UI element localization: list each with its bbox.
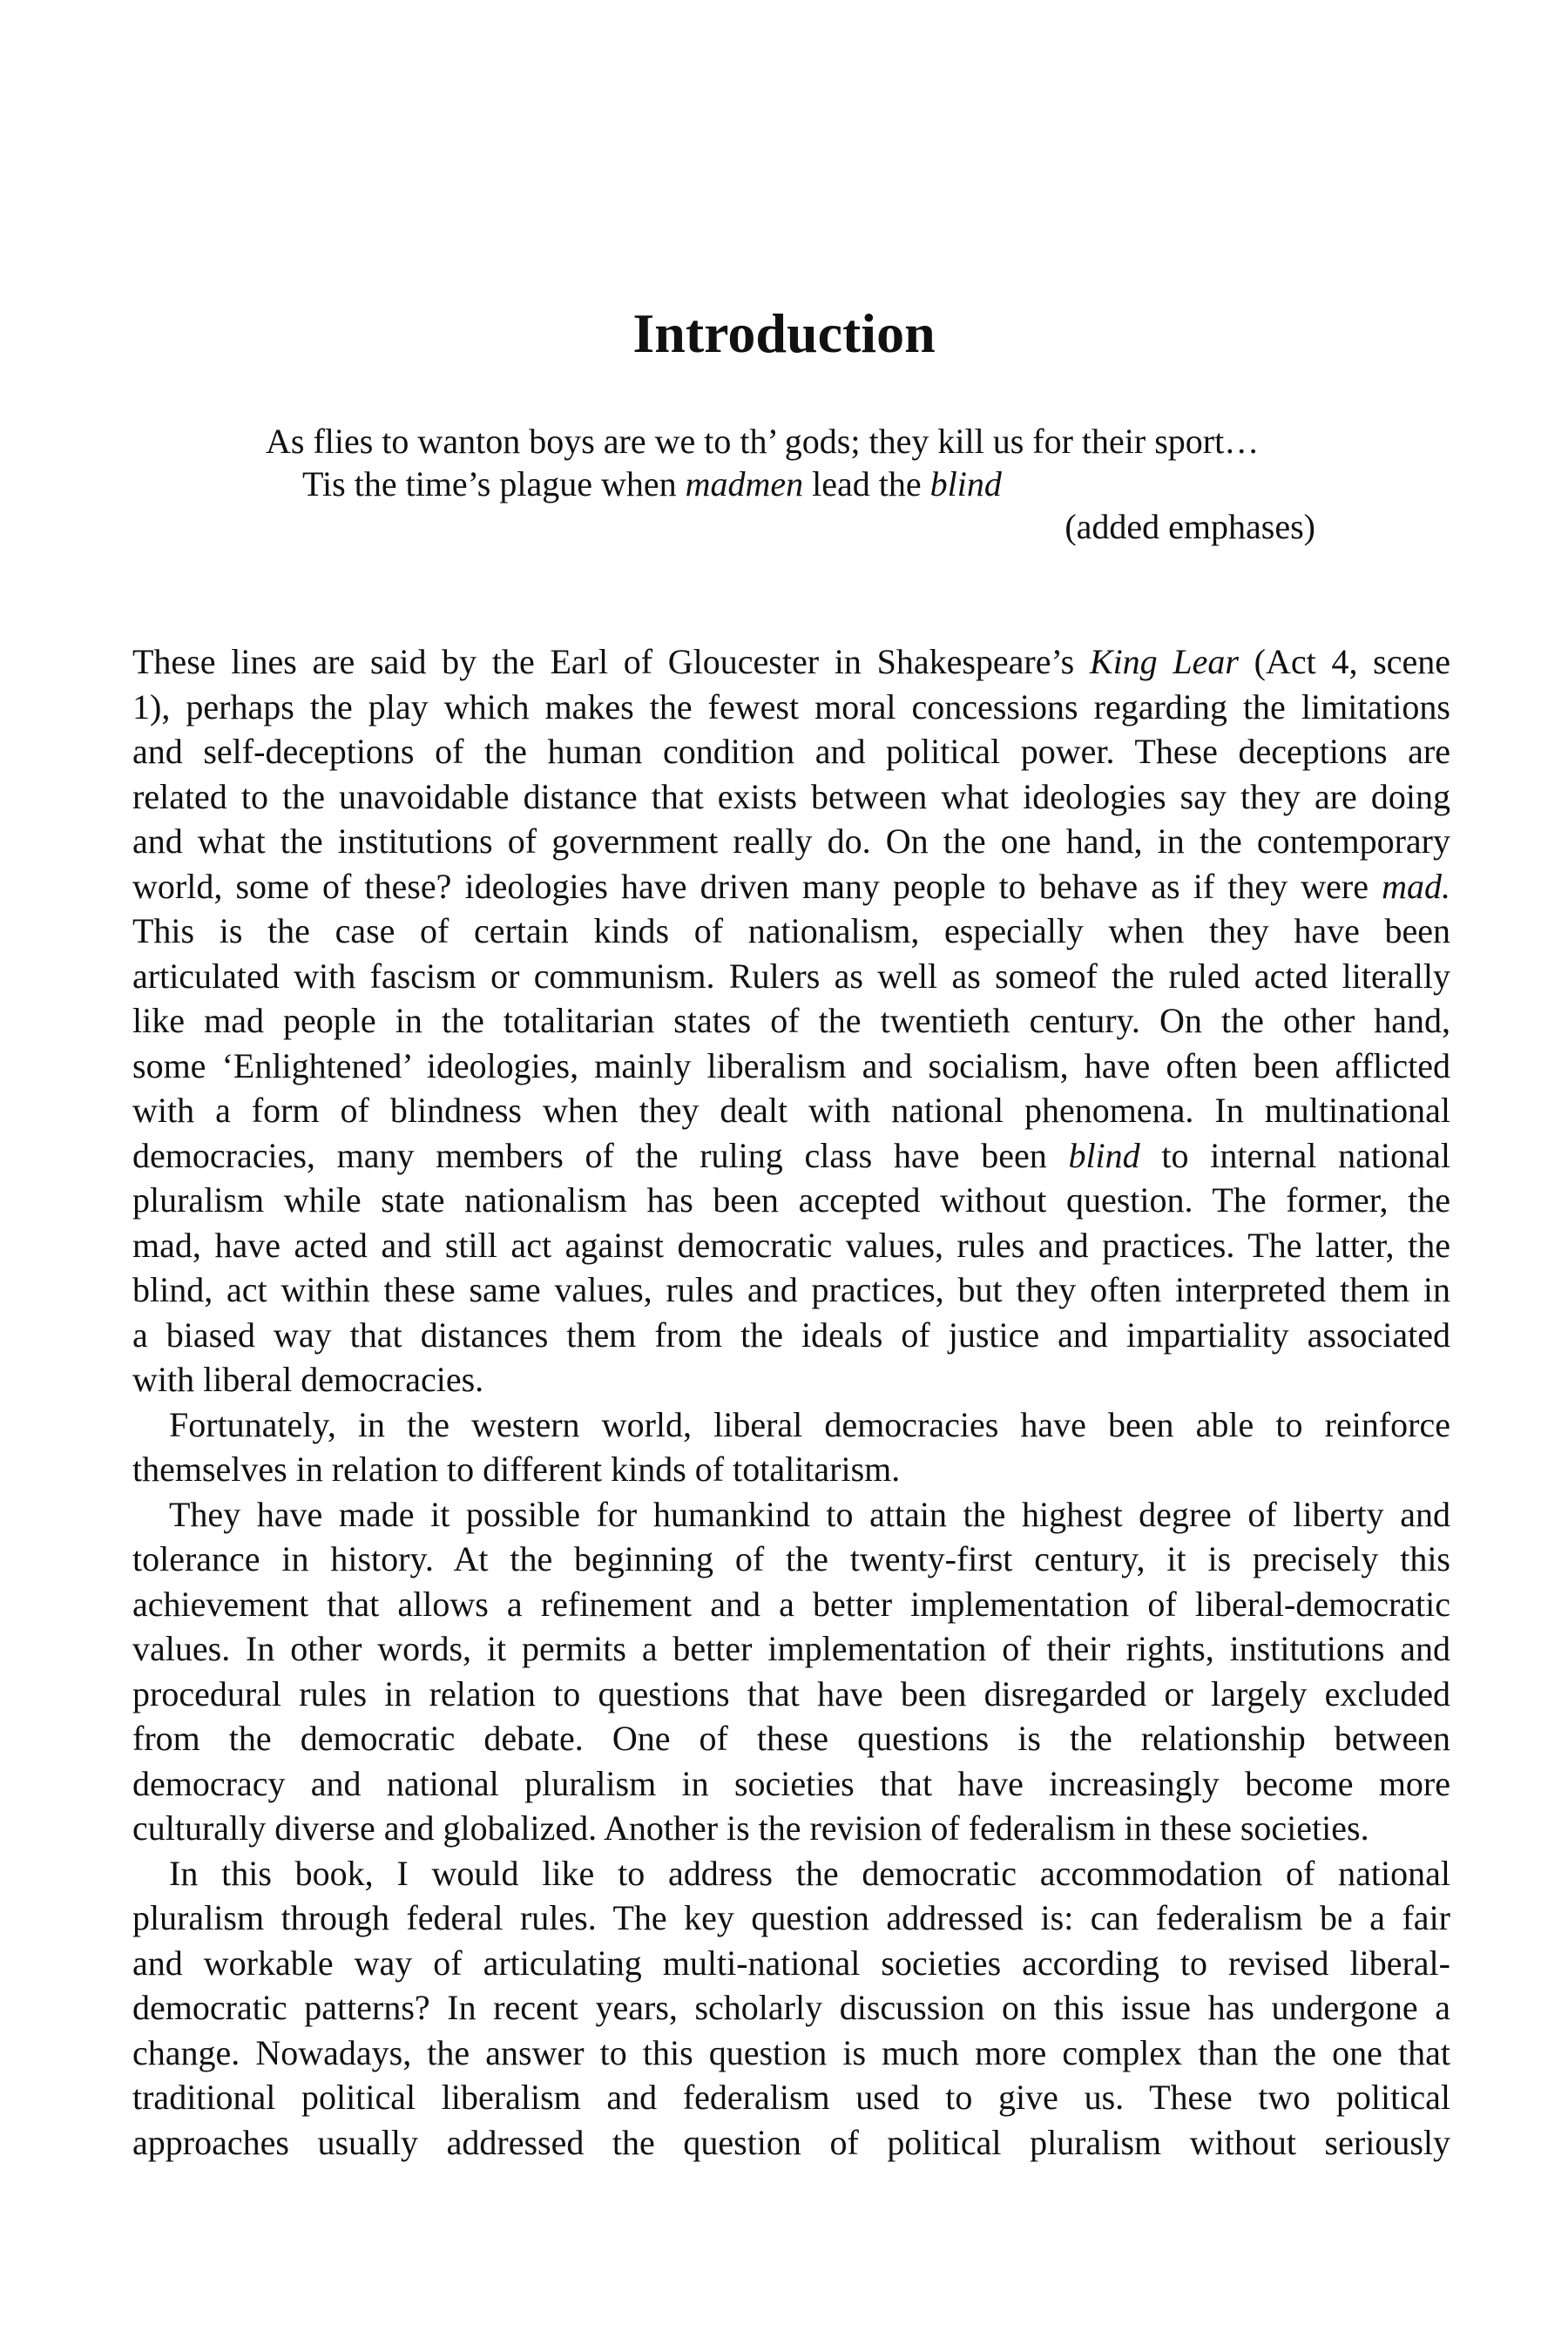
text-segment: lead the bbox=[803, 464, 930, 504]
text-segment: with liberal democracies. bbox=[132, 1360, 484, 1399]
text-segment: procedural rules in relation to questions that have been disregarded or largely excluded bbox=[132, 1673, 1450, 1713]
text-segment: They have made it possible for humankind to attain the highest degree of liberty and bbox=[169, 1494, 1450, 1534]
paragraph bbox=[132, 1851, 1450, 2166]
text-line bbox=[132, 1357, 1450, 1402]
text-line bbox=[132, 1941, 1450, 1986]
text-segment: and self-deceptions of the human condition and political power. These deceptions are bbox=[132, 732, 1450, 771]
text-line bbox=[132, 819, 1450, 864]
text-segment: with a form of blindness when they dealt with national phenomena. In multinational bbox=[132, 1091, 1450, 1130]
text-line bbox=[132, 1626, 1450, 1672]
epigraph-attribution: (added emphases) bbox=[1064, 507, 1315, 546]
text-segment: related to the unavoidable distance that exists between what ideologies say they are doing bbox=[132, 776, 1450, 816]
text-line bbox=[132, 1402, 1450, 1448]
text-segment: change. Nowadays, the answer to this question is much more complex than the one that bbox=[132, 2032, 1450, 2072]
text-line bbox=[132, 1223, 1450, 1268]
text-line bbox=[132, 1088, 1450, 1133]
text-line bbox=[132, 1313, 1450, 1358]
text-line bbox=[132, 1492, 1450, 1538]
text-line bbox=[132, 639, 1450, 685]
paragraph bbox=[132, 1402, 1450, 1492]
paragraph bbox=[132, 639, 1450, 1402]
text-segment: democratic patterns? In recent years, scholarly discussion on this issue has undergone a bbox=[132, 1988, 1450, 2027]
italic-emphasis: mad. bbox=[1382, 866, 1450, 906]
text-line bbox=[132, 2031, 1450, 2076]
text-line bbox=[132, 1851, 1450, 1896]
text-line bbox=[132, 909, 1450, 954]
text-segment: culturally diverse and globalized. Another is the revision of federalism in these societies. bbox=[132, 1808, 1369, 1848]
text-line bbox=[132, 1761, 1450, 1807]
text-segment: achievement that allows a refinement and a better implementation of liberal-democratic bbox=[132, 1584, 1450, 1624]
text-segment: democracy and national pluralism in societies that have increasingly become more bbox=[132, 1763, 1450, 1803]
text-line bbox=[132, 2120, 1450, 2166]
epigraph-line-1: As flies to wanton boys are we to th’ gods; they kill us for their sport… bbox=[266, 422, 1260, 461]
italic-emphasis: madmen bbox=[685, 464, 804, 504]
text-line bbox=[132, 1806, 1450, 1851]
italic-emphasis: blind bbox=[1068, 1135, 1140, 1175]
text-segment: values. In other words, it permits a better implementation of their rights, institutions and bbox=[132, 1629, 1450, 1668]
text-segment: 1), perhaps the play which makes the fewest moral concessions regarding the limitations bbox=[132, 686, 1450, 727]
text-segment: like mad people in the totalitarian states of the twentieth century. On the other hand, bbox=[132, 1001, 1450, 1040]
text-segment: pluralism while state nationalism has been accepted without question. The former, the bbox=[132, 1180, 1450, 1220]
text-line bbox=[132, 1985, 1450, 2031]
text-segment: tolerance in history. At the beginning of the twenty-first century, it is precisely this bbox=[132, 1539, 1450, 1578]
text-segment: some ‘Enlightened’ ideologies, mainly liberalism and socialism, have often been afflicted bbox=[132, 1045, 1450, 1085]
text-segment: (Act 4, scene bbox=[1238, 642, 1450, 681]
text-line bbox=[132, 774, 1450, 820]
text-segment: blind, act within these same values, rules and practices, but they often interpreted them in bbox=[132, 1270, 1450, 1309]
text-segment: mad, have acted and still act against democratic values, rules and practices. The latter, the bbox=[132, 1225, 1450, 1265]
text-line bbox=[132, 685, 1450, 730]
text-line bbox=[132, 1178, 1450, 1223]
text-line bbox=[132, 1447, 1450, 1492]
text-line bbox=[132, 1582, 1450, 1627]
text-line bbox=[132, 729, 1450, 774]
text-segment: In this book, I would like to address the democratic accommodation of national bbox=[169, 1853, 1450, 1893]
italic-emphasis: King Lear bbox=[1089, 642, 1239, 681]
text-line bbox=[132, 1537, 1450, 1582]
text-segment: Tis the time’s plague when bbox=[302, 464, 686, 504]
text-line bbox=[132, 2075, 1450, 2120]
text-line bbox=[132, 1896, 1450, 1941]
chapter-title: Introduction bbox=[632, 301, 936, 364]
text-line bbox=[132, 1133, 1450, 1179]
text-segment: from the democratic debate. One of these questions is the relationship between bbox=[132, 1719, 1450, 1758]
text-segment: democracies, many members of the ruling class have been bbox=[132, 1135, 1069, 1175]
text-line bbox=[132, 998, 1450, 1044]
text-line bbox=[132, 1267, 1450, 1313]
text-segment: This is the case of certain kinds of nationalism, especially when they have been bbox=[132, 911, 1450, 950]
italic-emphasis: blind bbox=[929, 464, 1002, 504]
body-text bbox=[132, 639, 1450, 2165]
text-line bbox=[132, 1044, 1450, 1089]
paragraph bbox=[132, 1492, 1450, 1851]
text-segment: These lines are said by the Earl of Gloucester in Shakespeare’s bbox=[132, 642, 1090, 681]
text-segment: articulated with fascism or communism. Rulers as well as someof the ruled acted literally bbox=[132, 956, 1450, 996]
text-line bbox=[132, 954, 1450, 999]
text-line bbox=[132, 864, 1450, 909]
text-segment: world, some of these? ideologies have driven many people to behave as if they were bbox=[132, 866, 1382, 906]
text-line bbox=[132, 1716, 1450, 1761]
text-line bbox=[132, 1672, 1450, 1717]
text-segment: a biased way that distances them from the ideals of justice and impartiality associated bbox=[132, 1315, 1450, 1355]
text-segment: approaches usually addressed the question of political pluralism without seriously bbox=[132, 2122, 1450, 2162]
text-segment: traditional political liberalism and federalism used to give us. These two political bbox=[132, 2078, 1450, 2117]
epigraph-line-2 bbox=[266, 463, 1315, 505]
text-segment: and what the institutions of government really do. On the one hand, in the contemporary bbox=[132, 821, 1450, 861]
epigraph bbox=[266, 420, 1315, 548]
text-segment: pluralism through federal rules. The key question addressed is: can federalism be a fair bbox=[132, 1898, 1450, 1937]
text-segment: themselves in relation to different kinds of totalitarism. bbox=[132, 1450, 901, 1489]
text-segment: to internal national bbox=[1139, 1135, 1450, 1175]
text-segment: and workable way of articulating multi-national societies according to revised liberal- bbox=[132, 1943, 1450, 1983]
text-segment: Fortunately, in the western world, liberal democracies have been able to reinforce bbox=[169, 1404, 1450, 1444]
